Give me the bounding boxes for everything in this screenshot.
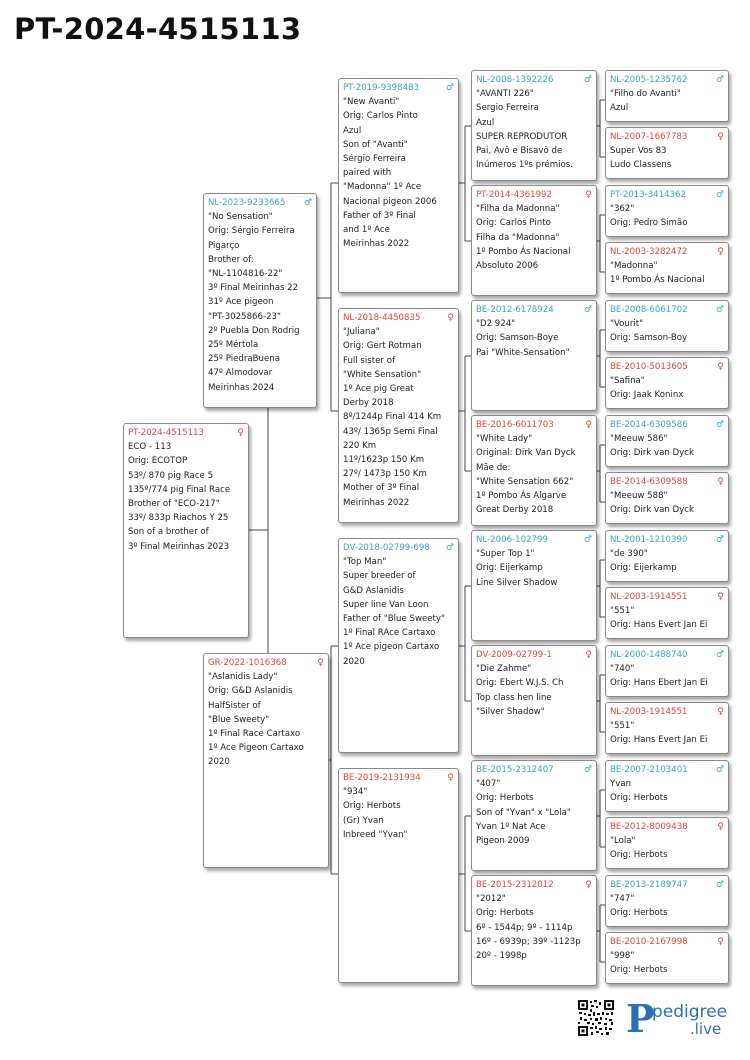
pigeon-info-line: Orig: Samson-Boy — [610, 333, 688, 344]
pigeon-card-sds[interactable] — [471, 300, 597, 411]
male-symbol-icon: ♂ — [583, 765, 592, 775]
pigeon-info-line: Father of "Blue Sweety" — [343, 614, 445, 625]
ring-number: BE-2015-2312407 — [476, 765, 554, 775]
pigeon-card-ddd[interactable] — [471, 875, 597, 986]
ring-number: PT-2019-9398483 — [343, 83, 419, 93]
ring-number: NL-2000-1488740 — [610, 650, 688, 660]
pigeon-card-dam[interactable] — [203, 653, 329, 868]
pigeon-info-line: Orig: Herbots — [610, 965, 668, 976]
pigeon-info-line: Orig: Herbots — [610, 850, 668, 861]
ring-number: PT-2014-4361992 — [476, 190, 552, 200]
female-symbol-icon: ♀ — [585, 420, 592, 430]
pigeon-card-g5-15[interactable] — [605, 875, 729, 927]
pigeon-info-line: Meirinhas 2022 — [343, 239, 410, 250]
pigeon-info-line: Super line Van Loon — [343, 599, 429, 610]
female-symbol-icon: ♀ — [717, 132, 724, 142]
pigeon-info-line: Orig: Ebert W.J.S. Ch — [476, 678, 564, 689]
pigeon-info-line: Orig: Herbots — [610, 793, 668, 804]
pigeon-info-line: 8º/1244p Final 414 Km — [343, 412, 442, 423]
female-symbol-icon: ♀ — [717, 937, 724, 947]
ring-number: NL-2007-1667783 — [610, 132, 688, 142]
pigeon-card-sire-dam[interactable] — [338, 308, 459, 523]
ring-number: NL-2018-4450835 — [343, 313, 421, 323]
male-symbol-icon: ♂ — [715, 190, 724, 200]
pigeon-info-line: "551" — [610, 606, 635, 617]
female-symbol-icon: ♀ — [585, 880, 592, 890]
pigeon-info-line: 33º/ 833p Riachos Y 25 — [128, 513, 229, 524]
pigeon-card-g5-16[interactable] — [605, 932, 729, 984]
pigeon-card-g5-1[interactable] — [605, 70, 729, 122]
pigeon-card-g5-7[interactable] — [605, 415, 729, 467]
pigeon-info-line: Great Derby 2018 — [476, 505, 554, 516]
male-symbol-icon: ♂ — [715, 535, 724, 545]
pigeon-info-line: "362" — [610, 204, 635, 215]
ring-number: NL-2003-1914551 — [610, 592, 688, 602]
pigeon-info-line: Orig: Dirk van Dyck — [610, 448, 694, 459]
pigeon-info-line: SUPER REPRODUTOR — [476, 131, 568, 142]
pigeon-info-line: Orig: Herbots — [476, 908, 534, 919]
pigeon-info-line: Brother of: — [208, 254, 254, 265]
ring-number: DV-2018-02799-698 — [343, 543, 430, 553]
male-symbol-icon: ♂ — [715, 650, 724, 660]
pigeon-info-line: "Filho do Avanti" — [610, 89, 681, 100]
pigeon-info-line: Azul — [476, 117, 495, 128]
pigeon-info-line: 47º Almodovar — [208, 368, 273, 379]
male-symbol-icon: ♂ — [583, 535, 592, 545]
pigeon-info-line: Orig: Herbots — [610, 908, 668, 919]
male-symbol-icon: ♂ — [715, 75, 724, 85]
pigeon-info-line: "Silver Shadow" — [476, 706, 545, 717]
pigeon-info-line: "Juliana" — [343, 327, 380, 338]
male-symbol-icon: ♂ — [445, 83, 454, 93]
ring-number: NL-2001-1210390 — [610, 535, 688, 545]
pigeon-info-line: Orig: Dirk van Dyck — [610, 505, 694, 516]
female-symbol-icon: ♀ — [585, 190, 592, 200]
pigeon-info-line: Orig: Herbots — [476, 793, 534, 804]
pigeon-info-line: "998" — [610, 951, 635, 962]
pigeon-info-line: Son of "Avanti" — [343, 139, 408, 150]
male-symbol-icon: ♂ — [715, 420, 724, 430]
pigeon-card-dam-dam[interactable] — [338, 768, 459, 983]
pigeon-card-g5-4[interactable] — [605, 242, 729, 294]
pigeon-info-line: Orig: G&D Aslanidis — [208, 686, 293, 697]
pigeon-info-line: Meirinhas 2024 — [208, 382, 275, 393]
pigeon-info-line: 2020 — [343, 656, 365, 667]
pigeon-info-line: Inúmeros 1ºs prémios. — [476, 160, 573, 171]
ring-number: BE-2013-2189747 — [610, 880, 688, 890]
pigeon-info-line: "Aslanidis Lady" — [208, 672, 278, 683]
pigeon-info-line: Orig: Sérgio Ferreira — [208, 226, 295, 237]
pigeon-info-line: Sergio Ferreira — [476, 103, 539, 114]
pigeon-info-line: 3º Final Meirinhas 22 — [208, 283, 299, 294]
pigeon-info-line: and 1º Ace — [343, 225, 390, 236]
pigeon-info-line: Orig: Herbots — [343, 801, 401, 812]
pigeon-info-line: 6º - 1544p; 9º - 1114p — [476, 922, 573, 933]
pigeon-info-line: "551" — [610, 721, 635, 732]
pigeon-info-line: Inbreed "Yvan" — [343, 829, 408, 840]
pigeon-info-line: "Lola" — [610, 836, 636, 847]
ring-number: BE-2014-6309586 — [610, 420, 688, 430]
pigeon-info-line: 2020 — [208, 757, 230, 768]
pigeon-info-line: Orig: Samson-Boye — [476, 333, 559, 344]
pigeon-info-line: Absoluto 2006 — [476, 261, 539, 272]
pigeon-info-line: Mãe de: — [476, 462, 511, 473]
pigeon-card-g5-3[interactable] — [605, 185, 729, 237]
pigeon-card-g5-12[interactable] — [605, 702, 729, 754]
ring-number: BE-2012-8009438 — [610, 822, 688, 832]
pigeon-info-line: 25º PiedraBuena — [208, 354, 280, 365]
pigeon-info-line: "Meeuw 588" — [610, 491, 668, 502]
pigeon-info-line: "Die Zahme" — [476, 664, 532, 675]
pigeon-info-line: "Meeuw 586" — [610, 434, 668, 445]
pigeon-info-line: 135º/774 pig Final Race — [128, 484, 231, 495]
qr-code-icon — [578, 1000, 614, 1036]
pigeon-card-g5-6[interactable] — [605, 357, 729, 409]
pigeon-info-line: 3º Final Meirinhas 2023 — [128, 541, 230, 552]
ring-number: BE-2016-6011703 — [476, 420, 554, 430]
pigeon-info-line: 1º Pombo Ás Nacional — [610, 275, 705, 286]
pigeon-info-line: "Madonna" 1º Ace — [343, 182, 422, 193]
pigeon-info-line: "White Sensation 662" — [476, 476, 574, 487]
pigeon-info-line: Nacional pigeon 2006 — [343, 196, 437, 207]
female-symbol-icon: ♀ — [585, 650, 592, 660]
pigeon-info-line: ECO - 113 — [128, 442, 172, 453]
pigeon-info-line: Meirinhas 2022 — [343, 497, 410, 508]
ring-number: PT-2013-3414362 — [610, 190, 686, 200]
pigeon-card-g5-8[interactable] — [605, 472, 729, 524]
pigeon-info-line: "PT-3025866-23" — [208, 311, 281, 322]
pigeon-info-line: "Madonna" — [610, 261, 658, 272]
pigeon-card-dds[interactable] — [471, 760, 597, 871]
female-symbol-icon: ♀ — [717, 362, 724, 372]
pigeon-info-line: "AVANTI 226" — [476, 89, 534, 100]
pigeon-info-line: Orig: Pedro Simão — [610, 218, 688, 229]
pigeon-card-g5-10[interactable] — [605, 587, 729, 639]
pigeon-card-g5-9[interactable] — [605, 530, 729, 582]
pigeon-info-line: Pai, Avô e Bisavô de — [476, 146, 563, 157]
ring-number: BE-2015-2312012 — [476, 880, 554, 890]
pigeon-card-sdd[interactable] — [471, 415, 597, 526]
pigeon-card-dss[interactable] — [471, 530, 597, 641]
pigeon-info-line: Full sister of — [343, 355, 395, 366]
pigeon-card-dam-sire[interactable] — [338, 538, 459, 753]
ring-number: BE-2010-2167998 — [610, 937, 688, 947]
female-symbol-icon: ♀ — [717, 822, 724, 832]
pigeon-info-line: 1º Final Race Cartaxo — [208, 729, 301, 740]
ring-number: BE-2007-2103401 — [610, 765, 688, 775]
pigeon-info-line: 53º/ 870 pig Race 5 — [128, 470, 214, 481]
pigeon-info-line: "Blue Sweety" — [208, 714, 270, 725]
logo-word-live: .live — [690, 1020, 722, 1038]
pigeon-info-line: Brother of "ECO-217" — [128, 499, 220, 510]
ring-number: DV-2009-02799-1 — [476, 650, 552, 660]
ring-number: NL-2005-1235762 — [610, 75, 688, 85]
pigeon-card-sire[interactable] — [203, 193, 317, 408]
pigeon-info-line: Sérgio Ferreira — [343, 154, 406, 165]
pigeon-info-line: 16º - 6939p; 39º -1123p — [476, 936, 581, 947]
ring-number: BE-2010-5013605 — [610, 362, 688, 372]
pigeon-info-line: 11º/1623p 150 Km — [343, 455, 425, 466]
pigeon-info-line: "Safina" — [610, 376, 645, 387]
pigeon-info-line: "Vourit" — [610, 319, 644, 330]
pigeon-info-line: G&D Aslanidis — [343, 585, 404, 596]
pigeon-card-ssd[interactable] — [471, 185, 597, 296]
pigeon-card-sire-sire[interactable] — [338, 78, 459, 293]
ring-number: NL-2003-3282472 — [610, 247, 688, 257]
pigeon-info-line: Son of a brother of — [128, 527, 209, 538]
pigeon-info-line: paired with — [343, 168, 392, 179]
logo-word-pedigree: pedigree — [652, 1002, 728, 1022]
male-symbol-icon: ♂ — [303, 198, 312, 208]
pigeon-info-line: Ludo Classens — [610, 160, 672, 171]
pigeon-info-line: Father of 3º Final — [343, 210, 416, 221]
pigeon-info-line: Mother of 3º Final — [343, 483, 420, 494]
male-symbol-icon: ♂ — [715, 765, 724, 775]
pigeon-info-line: Original: Dirk Van Dyck — [476, 448, 576, 459]
pigeon-info-line: "No Sensation" — [208, 212, 273, 223]
pigeon-info-line: Super breeder of — [343, 571, 416, 582]
pigeon-info-line: 20º - 1998p — [476, 951, 527, 962]
pigeon-info-line: Super Vos 83 — [610, 146, 667, 157]
pigeon-info-line: Filha da "Madonna" — [476, 232, 560, 243]
pigeon-info-line: Pigarço — [208, 240, 240, 251]
pigeon-info-line: Orig: Hans Evert Jan Ei — [610, 620, 708, 631]
pigeon-info-line: "740" — [610, 664, 635, 675]
female-symbol-icon: ♀ — [447, 313, 454, 323]
pedigree-live-logo — [626, 996, 736, 1041]
pigeon-info-line: Yvan 1º Nat Ace — [476, 821, 546, 832]
pigeon-info-line: 43º/ 1365p Semi Final — [343, 426, 438, 437]
female-symbol-icon: ♀ — [717, 477, 724, 487]
female-symbol-icon: ♀ — [717, 592, 724, 602]
pigeon-info-line: Pigeon 2009 — [476, 836, 530, 847]
pigeon-info-line: Orig: Eijerkamp — [476, 563, 543, 574]
pigeon-info-line: Orig: Carlos Pinto — [476, 218, 551, 229]
pigeon-card-g5-11[interactable] — [605, 645, 729, 697]
pigeon-info-line: 1º Pombo Ás Nacional — [476, 246, 571, 257]
pigeon-info-line: Orig: Hans Evert Jan Ei — [610, 735, 708, 746]
pigeon-info-line: Son of "Yvan" x "Lola" — [476, 807, 571, 818]
pigeon-card-dsd[interactable] — [471, 645, 597, 756]
pigeon-info-line: 31º Ace pigeon — [208, 297, 274, 308]
pigeon-card-g5-14[interactable] — [605, 817, 729, 869]
ring-number: BE-2014-6309588 — [610, 477, 688, 487]
pigeon-info-line: "White Lady" — [476, 434, 533, 445]
male-symbol-icon: ♂ — [445, 543, 454, 553]
pigeon-card-g5-13[interactable] — [605, 760, 729, 812]
pigeon-info-line: "747" — [610, 894, 635, 905]
pigeon-info-line: Orig: ECOTOP — [128, 456, 188, 467]
ring-number: BE-2008-6061702 — [610, 305, 688, 315]
pigeon-info-line: 25º Mértola — [208, 340, 259, 351]
pigeon-info-line: "Super Top 1" — [476, 549, 535, 560]
pigeon-info-line: "D2 924" — [476, 319, 516, 330]
pigeon-card-subject[interactable] — [123, 423, 249, 638]
ring-number: NL-2023-9233665 — [208, 198, 286, 208]
pigeon-info-line: "407" — [476, 779, 501, 790]
pigeon-info-line: 1º Ace pig Great — [343, 384, 414, 395]
pigeon-card-sss[interactable] — [471, 70, 597, 181]
pigeon-info-line: HalfSister of — [208, 700, 261, 711]
ring-number: NL-2008-1392226 — [476, 75, 554, 85]
female-symbol-icon: ♀ — [717, 707, 724, 717]
ring-number: BE-2012-6178924 — [476, 305, 554, 315]
pigeon-info-line: "Filha da Madonna" — [476, 204, 560, 215]
pigeon-info-line: 220 Km — [343, 440, 377, 451]
pigeon-info-line: Azul — [343, 125, 362, 136]
pigeon-info-line: 27º/ 1473p 150 Km — [343, 469, 427, 480]
pigeon-info-line: Azul — [610, 103, 629, 114]
pigeon-card-g5-2[interactable] — [605, 127, 729, 179]
pigeon-info-line: Orig: Jaak Koninx — [610, 390, 684, 401]
female-symbol-icon: ♀ — [317, 658, 324, 668]
pigeon-info-line: Top class hen line — [476, 692, 552, 703]
pigeon-info-line: Orig: Gert Rotman — [343, 341, 422, 352]
pigeon-info-line: 2º Puebla Don Rodrig — [208, 325, 300, 336]
pigeon-info-line: Derby 2018 — [343, 398, 394, 409]
pigeon-info-line: Yvan — [610, 779, 632, 790]
pigeon-info-line: 1º Ace Pigeon Cartaxo — [208, 743, 304, 754]
female-symbol-icon: ♀ — [237, 428, 244, 438]
ring-number: NL-2006-102799 — [476, 535, 548, 545]
pigeon-info-line: (Gr) Yvan — [343, 815, 384, 826]
ring-number: PT-2024-4515113 — [128, 428, 204, 438]
logo-mark: P — [626, 996, 655, 1041]
ring-number: BE-2019-2131934 — [343, 773, 421, 783]
pigeon-info-line: "NL-1104816-22" — [208, 269, 283, 280]
pigeon-info-line: Orig: Hans Ebert Jan Ei — [610, 678, 708, 689]
pigeon-info-line: "Top Man" — [343, 557, 387, 568]
page-title: PT-2024-4515113 — [14, 12, 302, 46]
pigeon-info-line: "2012" — [476, 894, 506, 905]
pigeon-info-line: Orig: Eijerkamp — [610, 563, 677, 574]
pigeon-info-line: "de 390" — [610, 549, 648, 560]
ring-number: GR-2022-1016368 — [208, 658, 287, 668]
male-symbol-icon: ♂ — [715, 880, 724, 890]
ring-number: NL-2003-1914551 — [610, 707, 688, 717]
pigeon-info-line: Line Silver Shadow — [476, 577, 558, 588]
pigeon-info-line: "934" — [343, 787, 368, 798]
pigeon-info-line: 1º Pombo Ás Algarve — [476, 491, 567, 502]
pigeon-info-line: 1º Final RAce Cartaxo — [343, 628, 436, 639]
male-symbol-icon: ♂ — [583, 305, 592, 315]
female-symbol-icon: ♀ — [447, 773, 454, 783]
pigeon-info-line: Orig: Carlos Pinto — [343, 111, 418, 122]
male-symbol-icon: ♂ — [715, 305, 724, 315]
female-symbol-icon: ♀ — [717, 247, 724, 257]
pigeon-info-line: "New Avanti" — [343, 97, 400, 108]
pigeon-info-line: 1º Ace pigeon Cartaxo — [343, 642, 440, 653]
pigeon-info-line: "White Sensation" — [343, 369, 422, 380]
pigeon-info-line: Pai "White-Sensation" — [476, 347, 570, 358]
pigeon-card-g5-5[interactable] — [605, 300, 729, 352]
male-symbol-icon: ♂ — [583, 75, 592, 85]
